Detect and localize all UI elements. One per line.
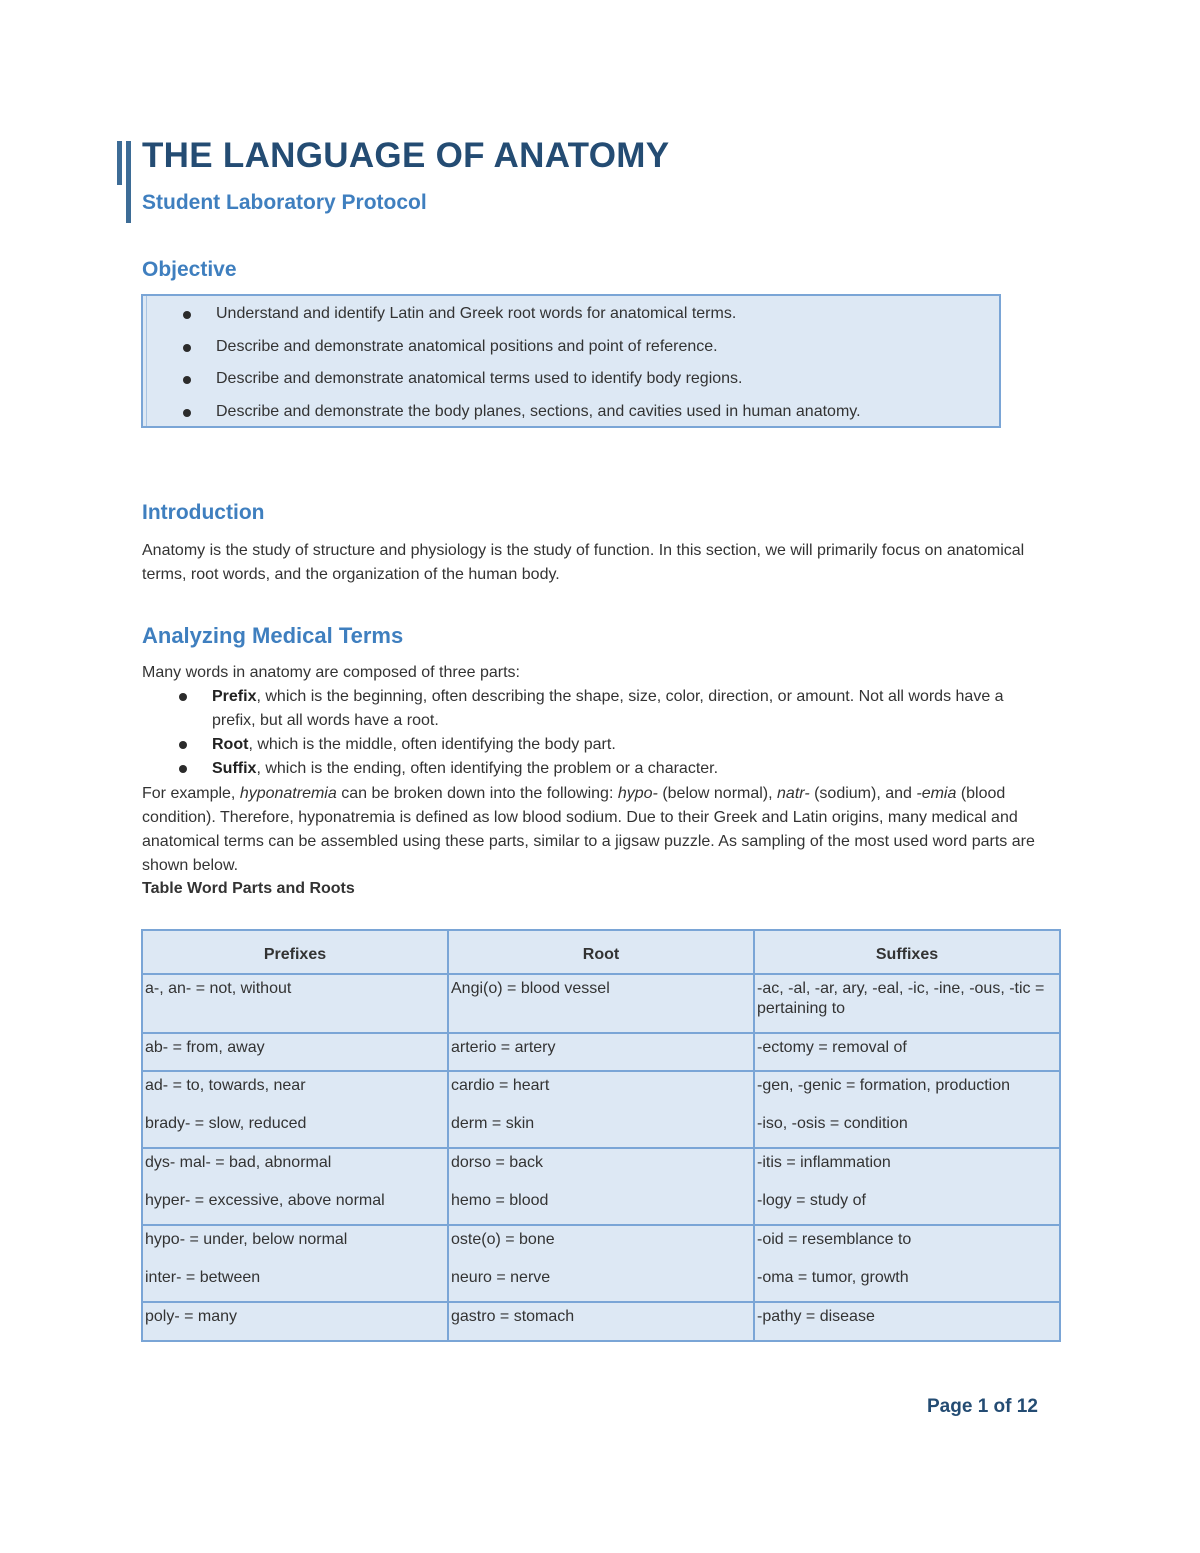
word-part-desc: , which is the beginning, often describing the shape, size, color, direction, or amount. Not all words have a prefix, but all words have a root. bbox=[212, 688, 1004, 729]
example-term: -emia bbox=[916, 785, 957, 802]
table-cell bbox=[448, 1302, 754, 1341]
bullet-icon bbox=[179, 693, 187, 701]
cell-entry: dys- mal- = bad, abnormal bbox=[145, 1154, 332, 1171]
objective-list bbox=[143, 301, 861, 431]
cell-entry: cardio = heart bbox=[451, 1077, 550, 1094]
objective-text: Describe and demonstrate anatomical terms used to identify body regions. bbox=[216, 370, 743, 387]
document-title: THE LANGUAGE OF ANATOMY bbox=[142, 136, 670, 175]
table-row bbox=[142, 974, 1060, 1033]
example-text: (blood condition). Therefore, hyponatremia is defined as low blood sodium. Due to their Greek and Latin origins, many medical and anatomical terms can be assembled using these parts, similar to a jigsaw puzzle. As sampling of the most used word parts are shown below. bbox=[142, 785, 1035, 874]
word-part-item bbox=[142, 757, 1042, 781]
table-cell bbox=[448, 974, 754, 1033]
word-part-term: Suffix bbox=[212, 760, 257, 777]
objective-item bbox=[143, 301, 861, 334]
cell-entry: neuro = nerve bbox=[451, 1269, 551, 1286]
table-cell bbox=[142, 1225, 448, 1302]
table-header-row bbox=[142, 930, 1060, 974]
objective-text: Describe and demonstrate the body planes, sections, and cavities used in human anatomy. bbox=[216, 402, 861, 420]
word-part-desc: , which is the ending, often identifying the problem or a character. bbox=[256, 760, 719, 777]
introduction-text: Anatomy is the study of structure and physiology is the study of function. In this section, we will primarily focus on anatomical terms, root words, and the organization of the human body. bbox=[142, 542, 1025, 583]
cell-entry: arterio = artery bbox=[451, 1039, 556, 1056]
table-row bbox=[142, 1225, 1060, 1302]
accent-bar bbox=[117, 141, 122, 185]
cell-entry: hypo- = under, below normal bbox=[145, 1231, 348, 1248]
cell-entry: inter- = between bbox=[145, 1269, 261, 1286]
cell-entry: brady- = slow, reduced bbox=[145, 1115, 307, 1132]
cell-entry: -ac, -al, -ar, ary, -eal, -ic, -ine, -ous, -tic = pertaining to bbox=[757, 980, 1045, 1017]
cell-entry: -logy = study of bbox=[757, 1192, 866, 1209]
word-part-item bbox=[142, 685, 1042, 733]
table-cell bbox=[142, 1148, 448, 1225]
objective-text: Understand and identify Latin and Greek root words for anatomical terms. bbox=[216, 305, 737, 322]
table-cell bbox=[142, 1033, 448, 1071]
cell-entry: -ectomy = removal of bbox=[757, 1039, 907, 1056]
word-part-term: Root bbox=[212, 736, 249, 753]
cell-entry: gastro = stomach bbox=[451, 1308, 575, 1325]
objective-item bbox=[143, 399, 861, 432]
bullet-icon bbox=[179, 741, 187, 749]
bullet-icon bbox=[183, 376, 191, 384]
introduction-heading: Introduction bbox=[142, 501, 265, 524]
table-row bbox=[142, 1148, 1060, 1225]
table-caption: Table Word Parts and Roots bbox=[142, 880, 355, 897]
cell-entry: hyper- = excessive, above normal bbox=[145, 1192, 385, 1209]
cell-entry: oste(o) = bone bbox=[451, 1231, 555, 1248]
example-text: (below normal), bbox=[657, 785, 778, 802]
word-part-desc: , which is the middle, often identifying the body part. bbox=[248, 736, 616, 753]
bullet-icon bbox=[183, 311, 191, 319]
table-cell bbox=[754, 1071, 1060, 1148]
bullet-icon bbox=[179, 765, 187, 773]
cell-entry: -itis = inflammation bbox=[757, 1154, 891, 1171]
cell-entry: -oma = tumor, growth bbox=[757, 1269, 909, 1286]
column-header: Suffixes bbox=[754, 930, 1060, 974]
cell-entry: Angi(o) = blood vessel bbox=[451, 980, 610, 997]
cell-entry: a-, an- = not, without bbox=[145, 980, 292, 997]
word-part-item bbox=[142, 733, 1042, 757]
table-row bbox=[142, 1071, 1060, 1148]
example-text: can be broken down into the following: bbox=[336, 785, 618, 802]
table-body bbox=[142, 974, 1060, 1341]
table-cell bbox=[754, 1225, 1060, 1302]
word-part-term: Prefix bbox=[212, 688, 257, 705]
table-cell bbox=[754, 974, 1060, 1033]
accent-bar bbox=[126, 141, 131, 223]
cell-entry: derm = skin bbox=[451, 1115, 535, 1132]
objective-text: Describe and demonstrate anatomical positions and point of reference. bbox=[216, 337, 718, 355]
table-cell bbox=[448, 1225, 754, 1302]
analyzing-lead: Many words in anatomy are composed of three parts: bbox=[142, 664, 520, 681]
table-cell bbox=[754, 1302, 1060, 1341]
table-cell bbox=[142, 1071, 448, 1148]
word-parts-list bbox=[142, 685, 1042, 781]
cell-entry: -pathy = disease bbox=[757, 1308, 875, 1325]
table-row bbox=[142, 1302, 1060, 1341]
example-paragraph bbox=[142, 782, 1047, 878]
table-cell bbox=[754, 1148, 1060, 1225]
table-cell bbox=[448, 1148, 754, 1225]
cell-entry: ab- = from, away bbox=[145, 1039, 265, 1056]
table-cell bbox=[448, 1071, 754, 1148]
bullet-icon bbox=[183, 409, 191, 417]
page-number: Page 1 of 12 bbox=[927, 1396, 1038, 1417]
objective-item bbox=[143, 366, 861, 399]
column-header: Prefixes bbox=[142, 930, 448, 974]
cell-entry: ad- = to, towards, near bbox=[145, 1077, 306, 1094]
objective-box bbox=[141, 294, 1001, 428]
table-cell bbox=[142, 974, 448, 1033]
example-text: (sodium), and bbox=[809, 785, 917, 802]
example-term: hyponatremia bbox=[239, 785, 337, 802]
cell-entry: hemo = blood bbox=[451, 1192, 549, 1209]
example-text: For example, bbox=[142, 785, 240, 802]
cell-entry: -oid = resemblance to bbox=[757, 1231, 912, 1248]
cell-entry: -iso, -osis = condition bbox=[757, 1115, 908, 1132]
table-row bbox=[142, 1033, 1060, 1071]
example-term: natr- bbox=[777, 785, 810, 802]
table-cell bbox=[448, 1033, 754, 1071]
objective-heading: Objective bbox=[142, 258, 237, 281]
example-term: hypo- bbox=[617, 785, 658, 802]
analyzing-heading: Analyzing Medical Terms bbox=[142, 623, 404, 648]
cell-entry: poly- = many bbox=[145, 1308, 238, 1325]
bullet-icon bbox=[183, 344, 191, 352]
objective-item bbox=[143, 334, 861, 367]
table-cell bbox=[754, 1033, 1060, 1071]
word-parts-table bbox=[141, 929, 1061, 1342]
column-header: Root bbox=[448, 930, 754, 974]
cell-entry: -gen, -genic = formation, production bbox=[757, 1077, 1011, 1094]
cell-entry: dorso = back bbox=[451, 1154, 544, 1171]
document-subtitle: Student Laboratory Protocol bbox=[142, 191, 427, 214]
table-cell bbox=[142, 1302, 448, 1341]
